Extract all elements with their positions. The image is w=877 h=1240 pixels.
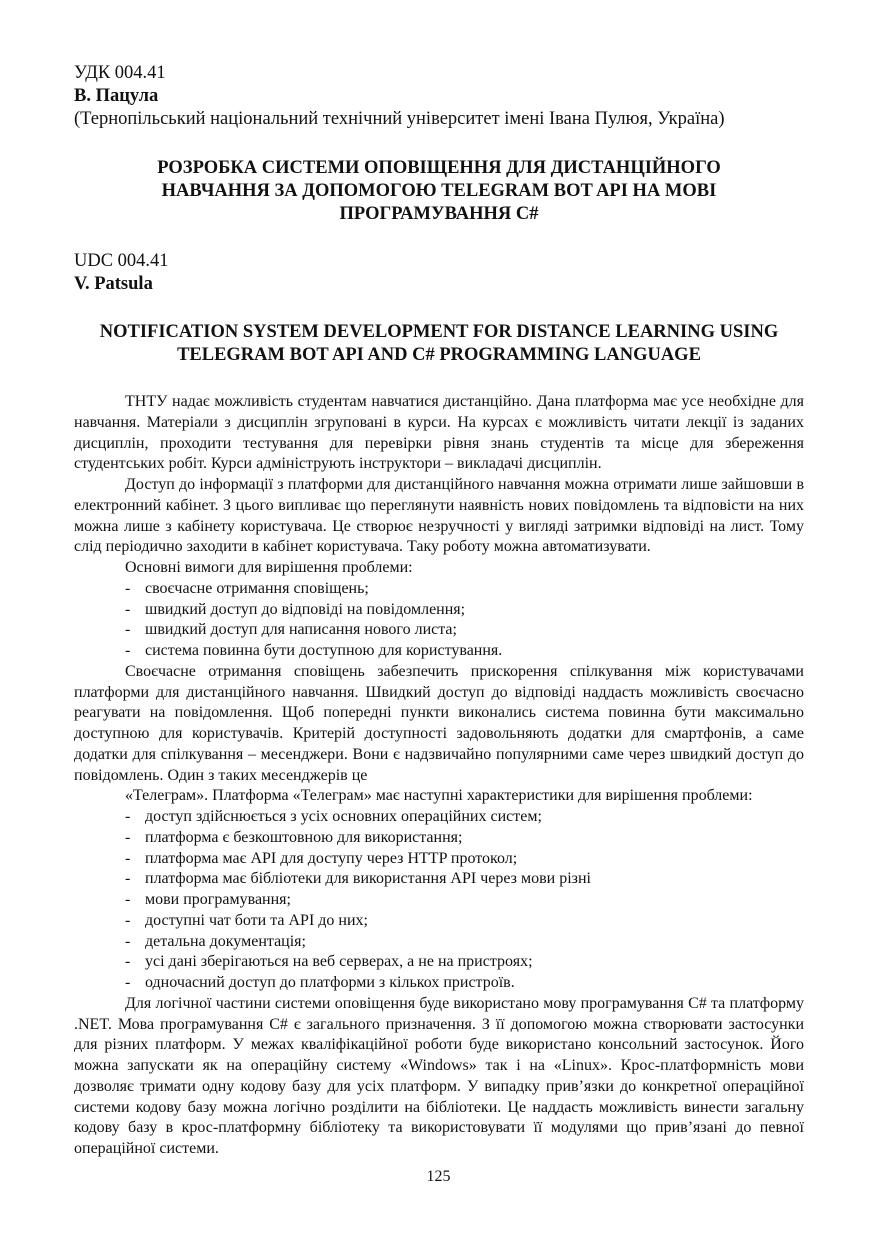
- list-item: - платформа є безкоштовною для використання;: [125, 828, 804, 849]
- paragraph-telegram: «Телеграм». Платформа «Телеграм» має наступні характеристики для вирішення проблеми:: [125, 787, 753, 805]
- article-body: [74, 392, 804, 1160]
- telegram-features-list: [74, 807, 804, 994]
- paragraph-access: Доступ до інформації з платформи для дистанційного навчання можна отримати лише зайшовши в електронний кабінет. З цього випливає що переглянути наявність нових повідомлень та відповісти на них можна лише з кабінету користувача. Це створює незручності у вигляді затримки відповіді на лист. Тому слід періодично заходити в кабінет користувача. Таку роботу можна автоматизувати.: [74, 476, 804, 556]
- list-item: - доступні чат боти та API до них;: [125, 911, 804, 932]
- title-en: NOTIFICATION SYSTEM DEVELOPMENT FOR DISTANCE LEARNING USING TELEGRAM BOT API AND C# PROGRAMMING LANGUAGE: [99, 322, 779, 365]
- udc-code: UDC 004.41: [74, 251, 169, 271]
- list-item: - мови програмування;: [125, 890, 804, 911]
- udk-code: УДК 004.41: [74, 63, 166, 83]
- list-item: - швидкий доступ для написання нового листа;: [125, 620, 804, 641]
- list-item: - швидкий доступ до відповіді на повідомлення;: [125, 600, 804, 621]
- list-item: - детальна документація;: [125, 932, 804, 953]
- paragraph-intro: ТНТУ надає можливість студентам навчатися дистанційно. Дана платформа має усе необхідне для навчання. Матеріали з дисциплін згруповані в курси. На курсах є можливість читати лекції із заданих дисциплін, проходити тестування для перевірки рівня знань студентів та місце для збереження студентських робіт. Курси адмініструють інструктори – викладачі дисциплін.: [74, 393, 804, 473]
- list-item: - система повинна бути доступною для користування.: [125, 641, 804, 662]
- list-item: - платформа має бібліотеки для використання API через мови різні: [125, 869, 804, 890]
- list-item: - усі дані зберігаються на веб серверах, а не на пристроях;: [125, 952, 804, 973]
- list-item: - доступ здійснюється з усіх основних операційних систем;: [125, 807, 804, 828]
- list-item: - платформа має API для доступу через HTTP протокол;: [125, 849, 804, 870]
- list-item: - одночасний доступ до платформи з кількох пристроїв.: [125, 973, 804, 994]
- author-ua: В. Пацула: [74, 86, 159, 106]
- page: [74, 62, 804, 1160]
- paragraph-notifications: Своєчасне отримання сповіщень забезпечить прискорення спілкування між користувачами платформи для дистанційного навчання. Швидкий доступ до відповіді наддасть можливість своєчасно реагувати на повідомлення. Щоб попередні пункти виконались система повинна бути максимально доступною для користувачів. Критерій доступності задовольняють додатки для смартфонів, а саме додатки для спілкування – месенджери. Вони є надзвичайно популярними саме через швидкий доступ до повідомлень. Один з таких месенджерів це: [74, 662, 804, 784]
- page-number: 125: [426, 1168, 451, 1185]
- list-item: - своєчасне отримання сповіщень;: [125, 579, 804, 600]
- author-en: V. Patsula: [74, 274, 153, 294]
- affiliation-ua: (Тернопільський національний технічний університет імені Івана Пулюя, Україна): [74, 109, 725, 129]
- requirements-list: [74, 579, 804, 662]
- title-ua: РОЗРОБКА СИСТЕМИ ОПОВІЩЕННЯ ДЛЯ ДИСТАНЦІЙНОГО НАВЧАННЯ ЗА ДОПОМОГОЮ TELEGRAM BOT API НА МОВІ ПРОГРАМУВАННЯ C#: [157, 158, 721, 224]
- paragraph-csharp: Для логічної частини системи оповіщення буде використано мову програмування C# та платформу .NET. Мова програмування C# є загального призначення. З її допомогою можна створювати застосунки для різних платформ. У межах кваліфікаційної роботи буде використано консольний застосунок. Його можна запускати як на операційну систему «Windows» так і на «Linux». Крос-платформність мови дозволяє тримати одну кодову базу для усіх платформ. У випадку прив’язки до конкретної операційної системи кодову базу можна логічно розділити на бібліотеки. Це наддасть можливість винести загальну кодову базу в крос-платформну бібліотеку та використовувати її модулями що прив’язані до певної операційної системи.: [74, 994, 804, 1157]
- requirements-heading: Основні вимоги для вирішення проблеми:: [125, 559, 413, 576]
